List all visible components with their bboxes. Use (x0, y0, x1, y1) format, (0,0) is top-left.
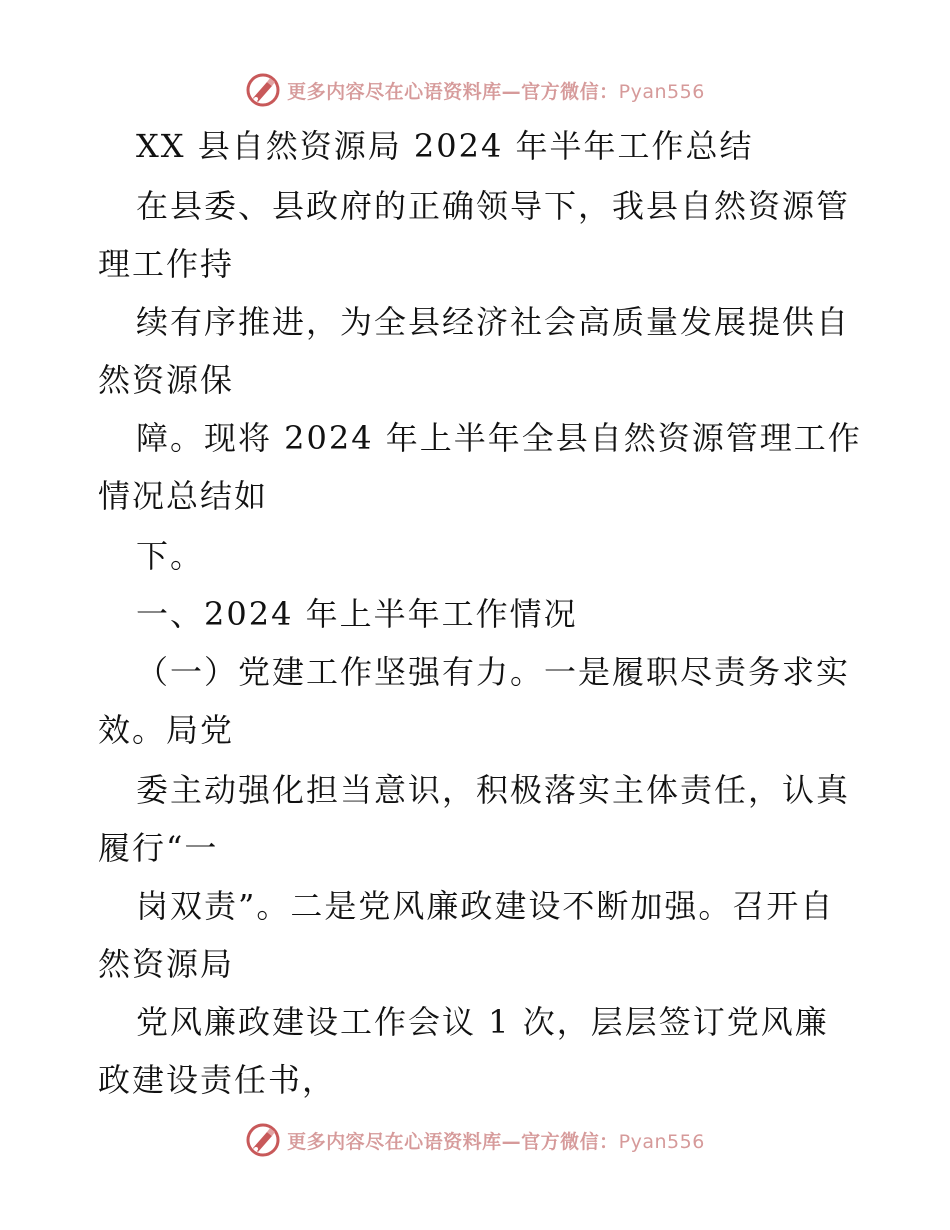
paragraph-line: 障。现将 2024 年上半年全县自然资源管理工作 (136, 419, 862, 457)
paragraph-line: 然资源保 (98, 361, 235, 399)
paragraph-line: 岗双责”。二是党风廉政建设不断加强。召开自 (136, 887, 835, 925)
paragraph-line: 政建设责任书， (98, 1061, 337, 1099)
document-title: XX 县自然资源局 2024 年半年工作总结 (136, 127, 754, 165)
pen-seal-logo-icon (245, 1122, 281, 1158)
paragraph-line: 情况总结如 (98, 477, 269, 515)
paragraph-line: 效。局党 (98, 711, 235, 749)
paragraph-line: 下。 (136, 537, 205, 575)
paragraph-line: 续有序推进，为全县经济社会高质量发展提供自 (136, 303, 851, 341)
watermark-wechat-id: Pyan556 (618, 1130, 705, 1153)
paragraph-line: 在县委、县政府的正确领导下，我县自然资源管 (136, 187, 851, 225)
paragraph-line: 委主动强化担当意识，积极落实主体责任，认真 (136, 771, 851, 809)
watermark-text: 更多内容尽在心语资料库—官方微信：Pyan556 (287, 1130, 705, 1153)
subsection-line: （一）党建工作坚强有力。一是履职尽责务求实 (136, 653, 851, 691)
paragraph-line: 理工作持 (98, 245, 235, 283)
watermark-wechat-id: Pyan556 (618, 80, 705, 103)
section-heading: 一、2024 年上半年工作情况 (136, 595, 578, 633)
watermark-text: 更多内容尽在心语资料库—官方微信：Pyan556 (287, 80, 705, 103)
paragraph-line: 履行“一 (98, 829, 219, 867)
footer-watermark (0, 1120, 950, 1160)
paragraph-line: 党风廉政建设工作会议 1 次，层层签订党风廉 (136, 1003, 829, 1041)
paragraph-line: 然资源局 (98, 945, 235, 983)
